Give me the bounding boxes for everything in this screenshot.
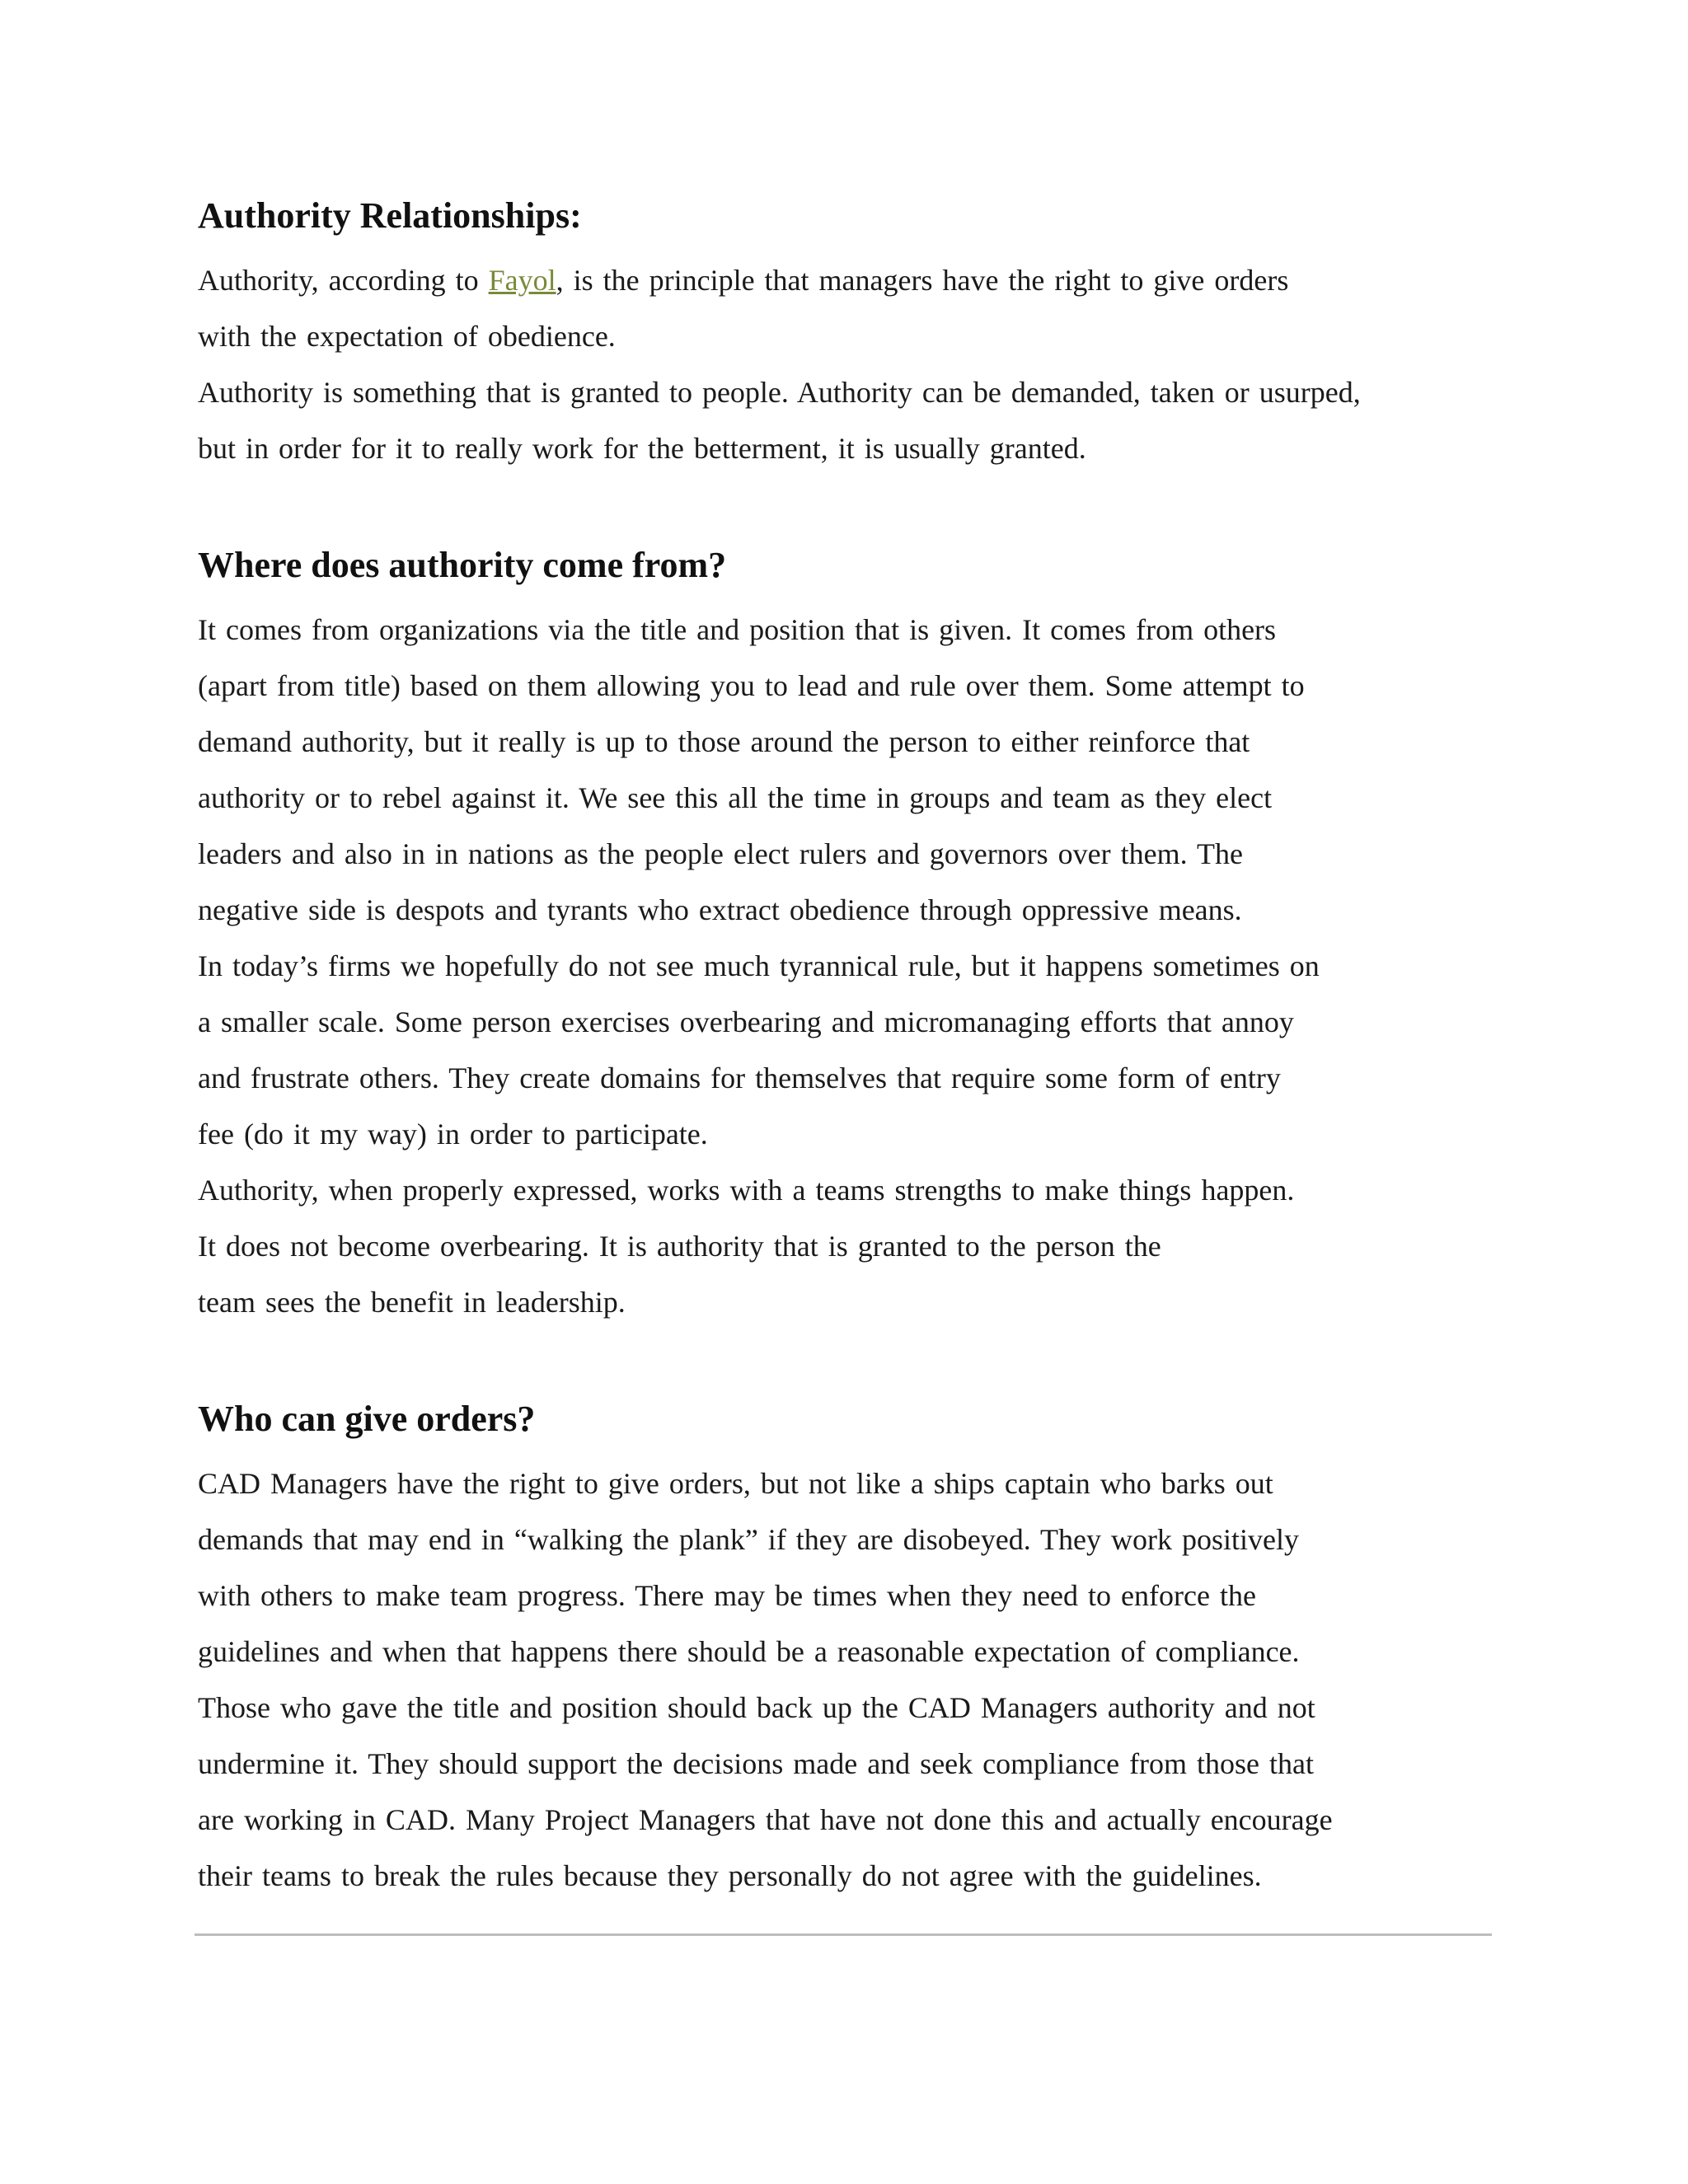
text-fragment: , is the principle that managers have the right to give orders — [556, 264, 1289, 297]
paragraph-line: It does not become overbearing. It is authority that is granted to the person the — [198, 1230, 1161, 1263]
paragraph-line: demand authority, but it really is up to those around the person to either reinforce that — [198, 725, 1250, 758]
paragraph-line: team sees the benefit in leadership. — [198, 1286, 626, 1319]
paragraph-line: and frustrate others. They create domains for themselves that require some form of entry — [198, 1062, 1281, 1094]
paragraph-line: Authority, when properly expressed, works with a teams strengths to make things happen. — [198, 1174, 1295, 1207]
paragraph-line: (apart from title) based on them allowing you to lead and rule over them. Some attempt to — [198, 669, 1305, 702]
paragraph-line: a smaller scale. Some person exercises overbearing and micromanaging efforts that annoy — [198, 1005, 1294, 1038]
paragraph-line: fee (do it my way) in order to participate. — [198, 1118, 708, 1151]
heading-who-can-give-orders: Who can give orders? — [198, 1399, 536, 1439]
paragraph-line: but in order for it to really work for the betterment, it is usually granted. — [198, 432, 1086, 465]
paragraph-line — [198, 262, 1288, 298]
heading-where-does-authority-come-from: Where does authority come from? — [198, 545, 727, 585]
paragraph-line: It comes from organizations via the title and position that is given. It comes from others — [198, 613, 1277, 646]
paragraph-line: with the expectation of obedience. — [198, 320, 616, 353]
horizontal-divider — [195, 1933, 1492, 1936]
paragraph-line: authority or to rebel against it. We see this all the time in groups and team as they elect — [198, 781, 1273, 814]
paragraph-line: guidelines and when that happens there should be a reasonable expectation of compliance. — [198, 1635, 1300, 1668]
paragraph-line: with others to make team progress. There may be times when they need to enforce the — [198, 1579, 1256, 1612]
paragraph-line: undermine it. They should support the decisions made and seek compliance from those that — [198, 1747, 1315, 1780]
paragraph-line: leaders and also in in nations as the people elect rulers and governors over them. The — [198, 837, 1243, 870]
paragraph-line: negative side is despots and tyrants who extract obedience through oppressive means. — [198, 893, 1242, 926]
text-fragment: Authority, according to — [198, 264, 489, 297]
paragraph-line: CAD Managers have the right to give orders, but not like a ships captain who barks out — [198, 1467, 1273, 1500]
paragraph-line: are working in CAD. Many Project Managers that have not done this and actually encourage — [198, 1803, 1333, 1836]
heading-authority-relationships: Authority Relationships: — [198, 195, 582, 236]
paragraph-line: demands that may end in “walking the plank” if they are disobeyed. They work positively — [198, 1523, 1299, 1556]
fayol-link[interactable]: Fayol — [488, 264, 556, 297]
paragraph-line: In today’s firms we hopefully do not see much tyrannical rule, but it happens sometimes on — [198, 949, 1320, 982]
paragraph-line: Authority is something that is granted to people. Authority can be demanded, taken or usurped, — [198, 376, 1361, 409]
paragraph-line: their teams to break the rules because they personally do not agree with the guidelines. — [198, 1859, 1262, 1892]
paragraph-line: Those who gave the title and position should back up the CAD Managers authority and not — [198, 1691, 1315, 1724]
